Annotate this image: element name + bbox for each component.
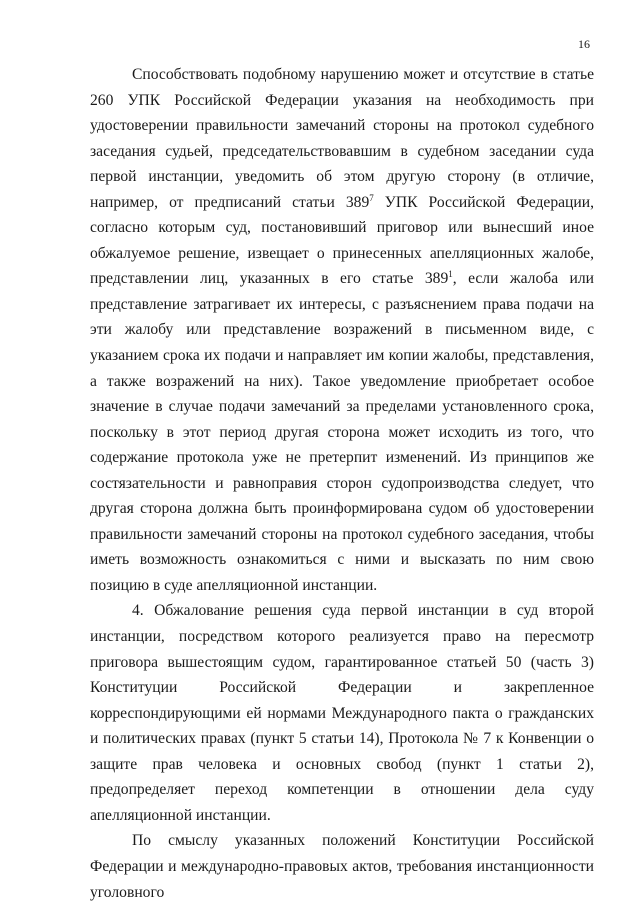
body-text [90, 62, 594, 905]
page-number: 16 [578, 37, 590, 51]
paragraph-2: 4. Обжалование решения суда первой инстанции в суд второй инстанции, посредством которого реализуется право на пересмотр приговора вышестоящим судом, гарантированное статьей 50 (часть 3) Конституции Российской Федерации и закрепленное корреспондирующими ей нормами Международного пакта о гражданских и политических правах (пункт 5 статьи 14), Протокола № 7 к Конвенции о защите прав человека и основных свобод (пункт 1 статьи 2), предопределяет переход компетенции в отношении дела суду апелляционной инстанции. [90, 602, 594, 824]
paragraph-1-text-b: УПК Российской Федерации, согласно которым суд, постановивший приговор или вынесший иное обжалуемое решение, извещает о принесенных апелляционных жалобе, представлении лиц, указанных в его статье 389 [90, 193, 594, 288]
superscript-1: 1 [448, 269, 453, 280]
paragraph-3: По смыслу указанных положений Конституции Российской Федерации и международно-правовых актов, требования инстанционности уголовного [90, 832, 594, 901]
paragraph-1-text-c: , если жалоба или представление затрагивает их интересы, с разъяснением права подачи на эти жалобу или представление возражений в письменном виде, с указанием срока их подачи и направляет им копии жалобы, представления, а также возражений на них). Такое уведомление приобретает особое значение в случае подачи замечаний за пределами установленного срока, поскольку в этот период другая сторона может исходить из того, что содержание протокола уже не претерпит изменений. Из принципов же состязательности и равноправия сторон судопроизводства следует, что другая сторона должна быть проинформирована судом об удостоверении правильности замечаний стороны на протокол судебного заседания, чтобы иметь возможность ознакомиться с ними и высказать по ним свою позицию в суде апелляционной инстанции. [90, 270, 594, 594]
superscript-7: 7 [369, 192, 374, 203]
paragraph-1 [90, 62, 594, 598]
paragraph-1-text-a: Способствовать подобному нарушению может и отсутствие в статье 260 УПК Российской Федерации указания на необходимость при удостоверении правильности замечаний стороны на протокол судебного заседания судьей, председательствовавшим в судебном заседании суда первой инстанции, уведомить об этом другую сторону (в отличие, например, от предписаний статьи 389 [90, 66, 594, 211]
